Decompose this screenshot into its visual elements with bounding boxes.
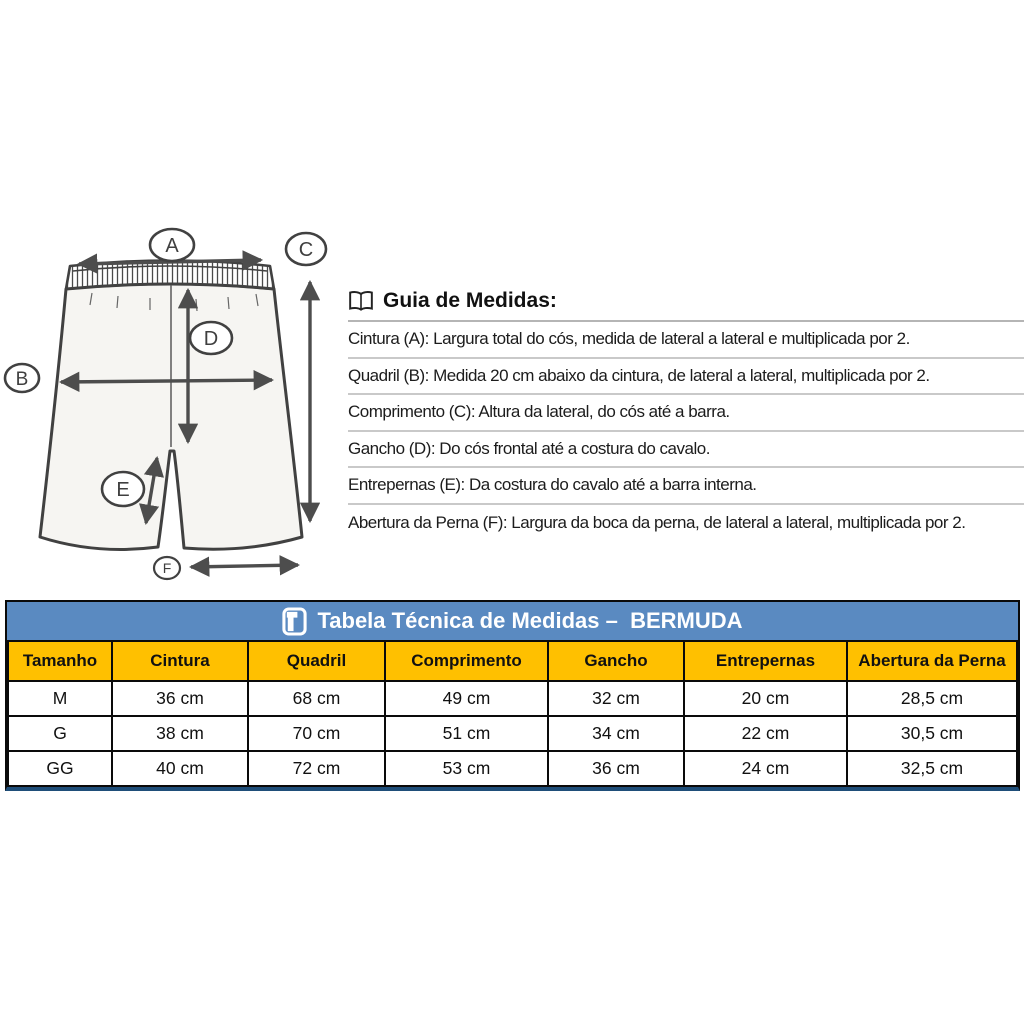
cell-value: 72 cm [248, 751, 385, 786]
cell-value: 70 cm [248, 716, 385, 751]
label-f [154, 557, 180, 579]
guide-item-abertura: Abertura da Perna (F): Largura da boca da perna, de lateral a lateral, multiplicada por 2. [348, 512, 966, 532]
svg-text:F: F [162, 560, 172, 576]
cell-value: 24 cm [684, 751, 847, 786]
svg-text:D: D [203, 328, 219, 350]
col-header-gancho: Gancho [548, 641, 684, 681]
table-row-gg [8, 751, 1017, 786]
table-title: Tabela Técnica de Medidas – BERMUDA [317, 608, 743, 633]
cell-value: 51 cm [385, 716, 548, 751]
cell-value: 53 cm [385, 751, 548, 786]
cell-value: 40 cm [112, 751, 248, 786]
svg-text:B: B [15, 369, 29, 390]
cell-value: 36 cm [548, 751, 684, 786]
svg-text:A: A [165, 235, 179, 257]
col-header-comprimento: Comprimento [385, 641, 548, 681]
guide-item-quadril: Quadril (B): Medida 20 cm abaixo da cintura, de lateral a lateral, multiplicada por 2. [348, 359, 1024, 396]
table-header-row [8, 641, 1017, 681]
guide-item-comprimento: Comprimento (C): Altura da lateral, do cós até a barra. [348, 395, 1024, 432]
arrow-legopen-f [191, 565, 298, 567]
guide-item-gancho: Gancho (D): Do cós frontal até a costura do cavalo. [348, 432, 1024, 469]
size-table [5, 600, 1020, 791]
col-header-entrepernas: Entrepernas [684, 641, 847, 681]
label-e [102, 472, 144, 506]
shorts-outline [40, 261, 302, 550]
label-d [190, 322, 232, 354]
guide-title-row [348, 289, 1024, 322]
col-header-abertura: Abertura da Perna [847, 641, 1017, 681]
cell-value: 38 cm [112, 716, 248, 751]
cell-size: G [8, 716, 112, 751]
table-row-g [8, 716, 1017, 751]
cell-value: 36 cm [112, 681, 248, 716]
svg-text:C: C [298, 239, 314, 261]
cell-value: 30,5 cm [847, 716, 1017, 751]
cell-value: 32 cm [548, 681, 684, 716]
cell-value: 49 cm [385, 681, 548, 716]
shorts-diagram [0, 225, 350, 597]
guide-item-entrepernas: Entrepernas (E): Da costura do cavalo até a barra interna. [348, 468, 1024, 505]
cell-size: GG [8, 751, 112, 786]
label-c [286, 233, 326, 265]
cell-value: 28,5 cm [847, 681, 1017, 716]
cell-value: 34 cm [548, 716, 684, 751]
col-header-cintura: Cintura [112, 641, 248, 681]
guide-item-cintura: Cintura (A): Largura total do cós, medida de lateral a lateral e multiplicada por 2. [348, 322, 1024, 359]
arrow-hip-b [61, 380, 272, 382]
cell-value: 68 cm [248, 681, 385, 716]
col-header-quadril: Quadril [248, 641, 385, 681]
label-a [150, 229, 194, 261]
guide-title: Guia de Medidas: [383, 289, 557, 312]
cell-size: M [8, 681, 112, 716]
col-header-tamanho: Tamanho [8, 641, 112, 681]
table-title-bar [7, 602, 1018, 640]
svg-text:E: E [116, 479, 130, 501]
cell-value: 20 cm [684, 681, 847, 716]
measurements-table [7, 640, 1018, 787]
open-book-icon [348, 290, 374, 312]
table-row-m [8, 681, 1017, 716]
shorts-icon [282, 607, 307, 636]
cell-value: 22 cm [684, 716, 847, 751]
measurement-guide [348, 289, 1024, 541]
label-b [5, 364, 39, 392]
cell-value: 32,5 cm [847, 751, 1017, 786]
